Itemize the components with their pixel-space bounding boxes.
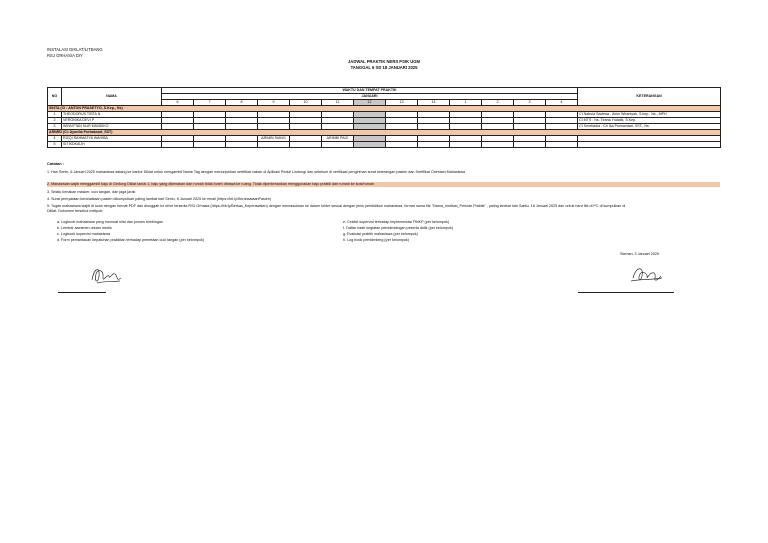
sublist-item: f. Daftar hadir kegiatan pembimbingan peserta didik (per kelompok) [343,226,454,230]
schedule-cell [194,142,226,148]
day-header: 14 [418,100,450,106]
schedule-cell [258,142,290,148]
institution-line-1: INSTALASI DIKLAT/LITBANG [47,47,103,52]
signature-line-left [58,292,106,293]
sublist-right [343,219,453,243]
schedule-cell: ARIMBI PAGI [322,136,354,142]
row-note: CI MTS : Ns. Tirana Yudatik, S.Kep. [578,118,721,124]
day-header: 6 [162,100,194,106]
student-name: VERONIKA DEVI P [62,118,162,124]
note-line: 4. Surat pernyataan kerahasiaan pasien dikumpulkan paling lambat hari Senin, 6 Januari 2025 ke email (https://bit.ly/KerahasiaanPasien) [47,197,272,201]
day-header: 11 [322,100,354,106]
day-header: 3 [514,100,546,106]
row-note [578,142,721,148]
schedule-cell: ARIMBI SIANG [258,136,290,142]
student-name: SITIKDKAUH [62,142,162,148]
signature-right [628,262,664,288]
sublist-item: g. Evaluasi praktik mahasiswa (per kelompok) [343,232,419,236]
group-label: SINTA (Cl : ANTON PRASETYO, S.Kep., Ns) [48,106,721,112]
sublist-left [57,219,204,243]
sublist-item: d. Form pemantauan kepatuhan prakiktan terhadap pemetaan cuci tangan (per kelompok) [57,238,204,242]
signature-line-right [578,292,674,293]
institution-block [47,47,103,59]
schedule-cell [226,142,258,148]
place-date: Sleman, 3 Januari 2025 [620,252,659,256]
sublist-item: h. Log book pembimbing (per kelompok) [343,238,410,242]
note-line: 3. Selalu kenakan masker, cuci tangan, dan jaga jarak [47,190,136,194]
schedule-cell [514,142,546,148]
note-line: 1. Hari Senin, 6 Januari 2025 mahasiswa datang ke kantor Diklat untuk mengambil Name Tag dengan menunjukkan sertifikat vaksin di Aplikasi Peduli Lindungi dan sebelum di verifikasi pengiriman surat keterangan pasien dan Sertifikat Orientasi Mahasiswa [47,170,466,174]
row-note: CI Nabula Sadewa - Akim Wiraniyah, S.kep., Ns., MPH [578,112,721,118]
note-line: Diklat. Dokumen tersebut meliputi: [47,209,104,213]
row-number: 1 [48,112,62,118]
row-number: 5 [48,142,62,148]
month-header: JANUARI [162,94,578,100]
row-note: CI Sembadra : Cri Ika Purwandari, SST., Ns [578,124,721,130]
sublist-item: e. Ceklist supervisi terhadap implementasi PMKP (per kelompok) [343,220,450,224]
row-number: 3 [48,124,62,130]
schedule-cell [162,142,194,148]
signature-left [88,262,124,288]
schedule-cell [546,142,578,148]
no-header: NO [48,88,62,106]
row-number: 4 [48,136,62,142]
day-header: 10 [290,100,322,106]
schedule-cell [450,142,482,148]
day-header: 9 [258,100,290,106]
sublist-item: a. Logbook mahasiswa yang memuat nilai dan proses bimbingan [57,220,163,224]
schedule-table [47,87,721,148]
note-line: 2. Mahasiswa wajib menggambil baju di Gedung Diklat lantai 1, baju yang dikenakan dari rumah tidak boleh dibawa ke ruang. Tidak diperkenankan menggunakan baju praktik dari rumah ke kost/rumah [47,182,720,187]
schedule-cell [290,142,322,148]
schedule-cell [482,142,514,148]
row-number: 2 [48,118,62,124]
group-label: ARIMBI (Cl: Ayunita Purbaksari, SST) [48,130,721,136]
day-header: 4 [546,100,578,106]
day-header: 7 [194,100,226,106]
day-header: 8 [226,100,258,106]
title-line-2: TANGGAL 6 SD 18 JANUARI 2025 [350,65,418,70]
schedule-cell [418,142,450,148]
student-name: WINNYTAN NUR MANDIKO [62,124,162,130]
schedule-cell [322,142,354,148]
name-header: NAMA [62,88,162,106]
sublist-item: c. Logbook supervisi mahasiswa [57,232,111,236]
schedule-cell [354,142,386,148]
note-line: 5. Tugas mahasiswa wajib di scan dengan format PDF dan diunggah ke drive tersedia RSJ Grhasia (https://bit.ly/Berkas_Keperawatan) dengan memasukkan ke dalam folder sesuai dengan jenis pendidikan mahasiswa, format nama file "Nama_Institusi_Periode Praktik" , paling lambat hari Sabtu, 18 Januari 2025 dan untuk hard file di PC di kumpulkan di [47,204,626,208]
title-line-1: JADWAL PRAKTIK NERS PSIK UGM [347,59,421,64]
catatan-label: Catatan : [47,161,65,166]
document-title [0,59,768,71]
day-header: 1 [450,100,482,106]
day-header: 2 [482,100,514,106]
day-header: 12 [354,100,386,106]
sublist-item: b. Lembar asesmen rekam medis [57,226,112,230]
institution-line-2: RSJ GRHASIA DIY [47,53,83,58]
day-header: 13 [386,100,418,106]
notes-header: KETERANGAN [578,88,721,106]
schedule-cell [386,142,418,148]
student-name: THEODORUS TIRTA N [62,112,162,118]
student-name: RIZQI RAHMATYA WAHIBA [62,136,162,142]
ward-header: WAKTU DAN TEMPAT PRAKTIK [162,88,578,94]
table-row [48,142,721,148]
